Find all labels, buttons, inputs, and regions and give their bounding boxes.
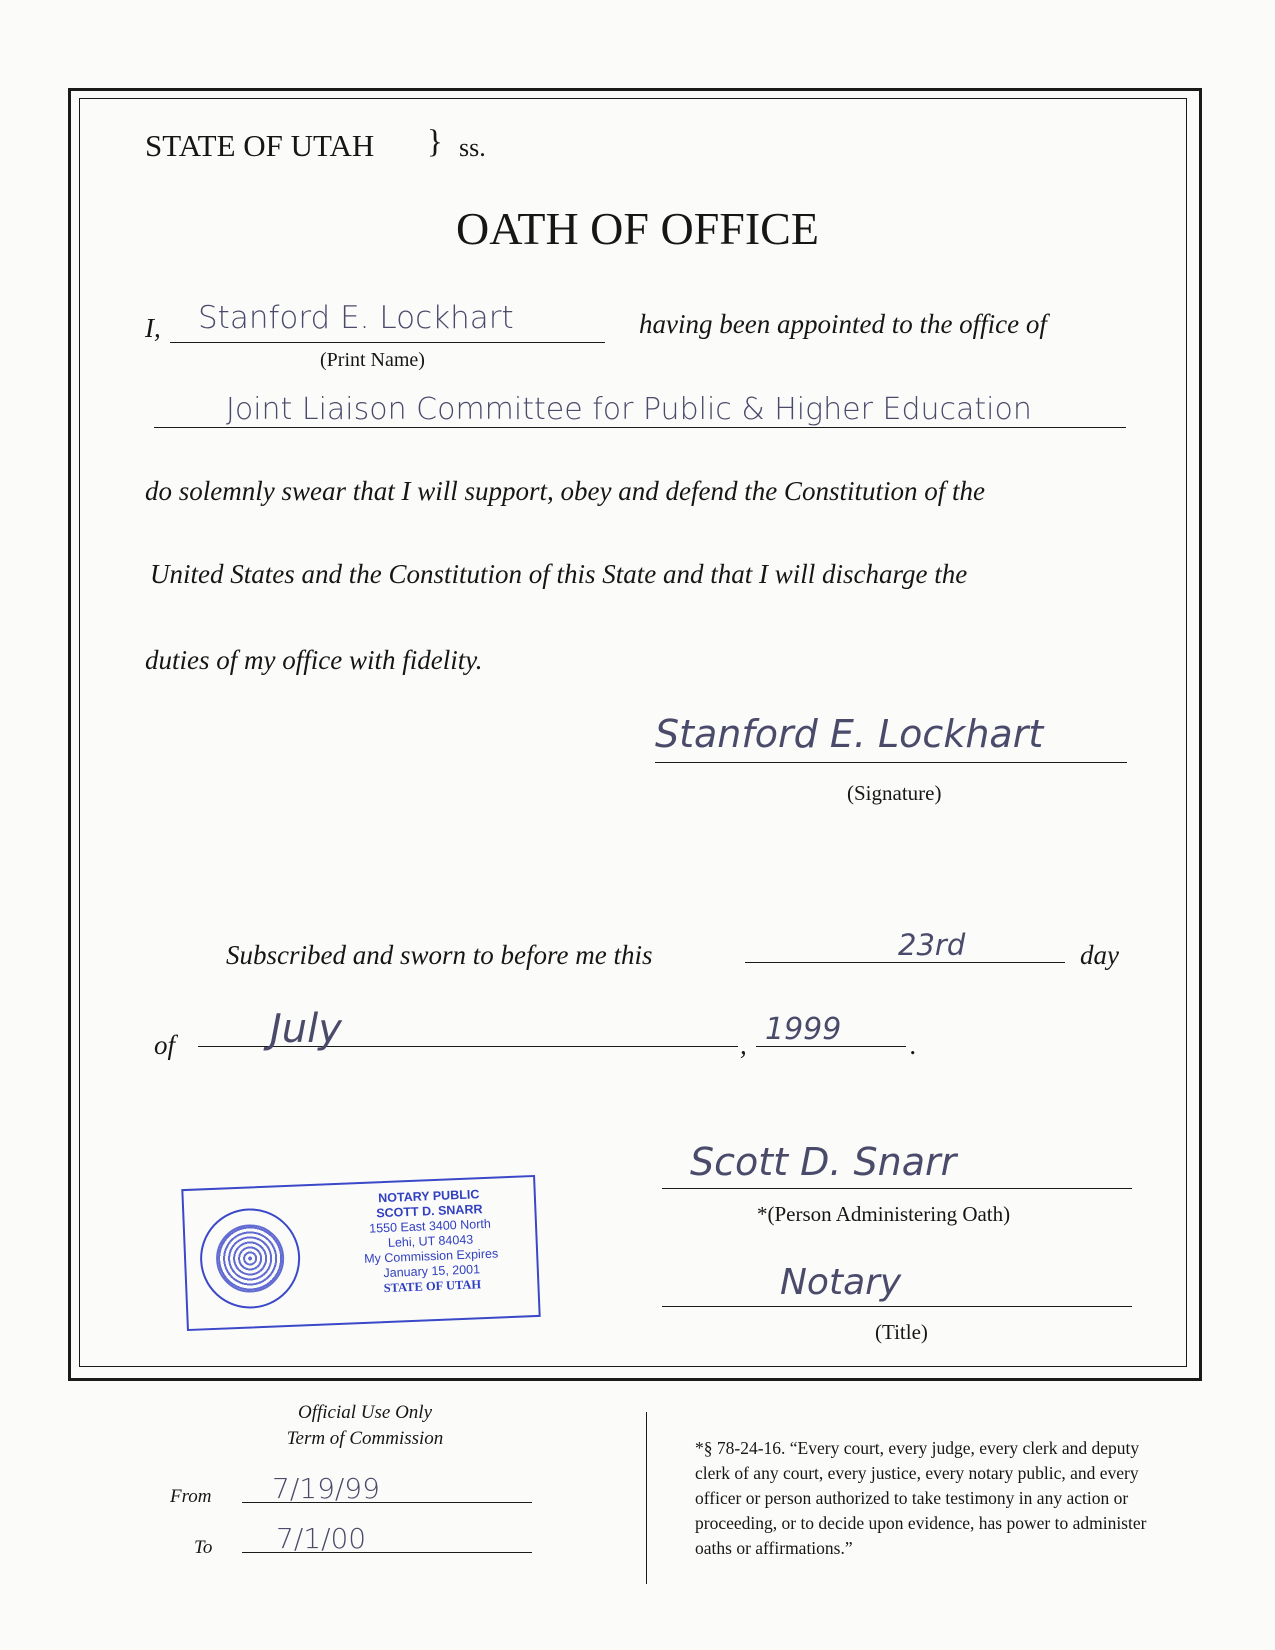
day-line bbox=[745, 962, 1065, 963]
stamp-line-7: STATE OF UTAH bbox=[383, 1277, 482, 1296]
signature-line bbox=[655, 762, 1127, 763]
from-value: 7/19/99 bbox=[272, 1472, 380, 1505]
to-label: To bbox=[194, 1537, 213, 1558]
office-line bbox=[154, 427, 1126, 428]
title-line bbox=[662, 1306, 1132, 1307]
name-line bbox=[170, 342, 605, 343]
stamp-line-2: SCOTT D. SNARR bbox=[376, 1202, 483, 1221]
stamp-line-6: January 15, 2001 bbox=[383, 1262, 481, 1281]
i-prefix: I, bbox=[145, 313, 161, 343]
document-title: OATH OF OFFICE bbox=[456, 203, 819, 254]
stamp-line-1: NOTARY PUBLIC bbox=[377, 1187, 480, 1206]
administrator-line bbox=[662, 1188, 1132, 1189]
sworn-text: Subscribed and sworn to before me this bbox=[226, 940, 653, 970]
footer-divider bbox=[646, 1412, 647, 1584]
oath-taker-signature: Stanford E. Lockhart bbox=[655, 712, 1044, 756]
state-seal-icon bbox=[198, 1206, 302, 1310]
official-heading-1: Official Use Only bbox=[297, 1402, 433, 1423]
period: . bbox=[910, 1030, 917, 1060]
appointed-text: having been appointed to the office of bbox=[639, 309, 1047, 339]
handwritten-month: July bbox=[270, 1006, 342, 1052]
stamp-line-3: 1550 East 3400 North bbox=[368, 1216, 492, 1236]
print-name-caption: (Print Name) bbox=[320, 349, 425, 371]
handwritten-year: 1999 bbox=[765, 1012, 842, 1047]
comma: , bbox=[740, 1030, 747, 1060]
oath-line-2: United States and the Constitution of this State and that I will discharge the bbox=[150, 559, 968, 589]
stamp-text bbox=[334, 1185, 528, 1298]
stamp-line-4: Lehi, UT 84043 bbox=[387, 1232, 474, 1250]
to-value: 7/1/00 bbox=[276, 1522, 367, 1555]
official-heading-2: Term of Commission bbox=[286, 1428, 444, 1449]
oath-line-3: duties of my office with fidelity. bbox=[145, 645, 483, 675]
from-label: From bbox=[170, 1486, 212, 1507]
day-word: day bbox=[1080, 940, 1119, 970]
stamp-line-5: My Commission Expires bbox=[363, 1246, 499, 1266]
handwritten-name: Stanford E. Lockhart bbox=[198, 300, 514, 336]
of-word: of bbox=[154, 1030, 176, 1060]
signature-caption: (Signature) bbox=[847, 781, 942, 805]
handwritten-title: Notary bbox=[780, 1262, 902, 1303]
administrator-caption: *(Person Administering Oath) bbox=[757, 1202, 1011, 1226]
ss-abbrev: ss. bbox=[459, 133, 486, 162]
handwritten-office: Joint Liaison Committee for Public & Higher Education bbox=[226, 392, 1032, 427]
oath-line-1: do solemnly swear that I will support, obey and defend the Constitution of the bbox=[145, 476, 985, 506]
handwritten-day: 23rd bbox=[898, 928, 966, 962]
state-heading: STATE OF UTAH bbox=[145, 128, 375, 163]
administrator-signature: Scott D. Snarr bbox=[690, 1140, 957, 1184]
statute-footnote: *§ 78-24-16. “Every court, every judge, every clerk and deputy clerk of any court, every justice, every notary public, and every officer or person authorized to take testimony in any action or proceeding, or to decide upon evidence, has power to administer oaths or affirmations.” bbox=[695, 1438, 1147, 1558]
notary-stamp bbox=[181, 1175, 540, 1331]
title-caption: (Title) bbox=[875, 1320, 928, 1344]
brace: } bbox=[427, 124, 443, 160]
